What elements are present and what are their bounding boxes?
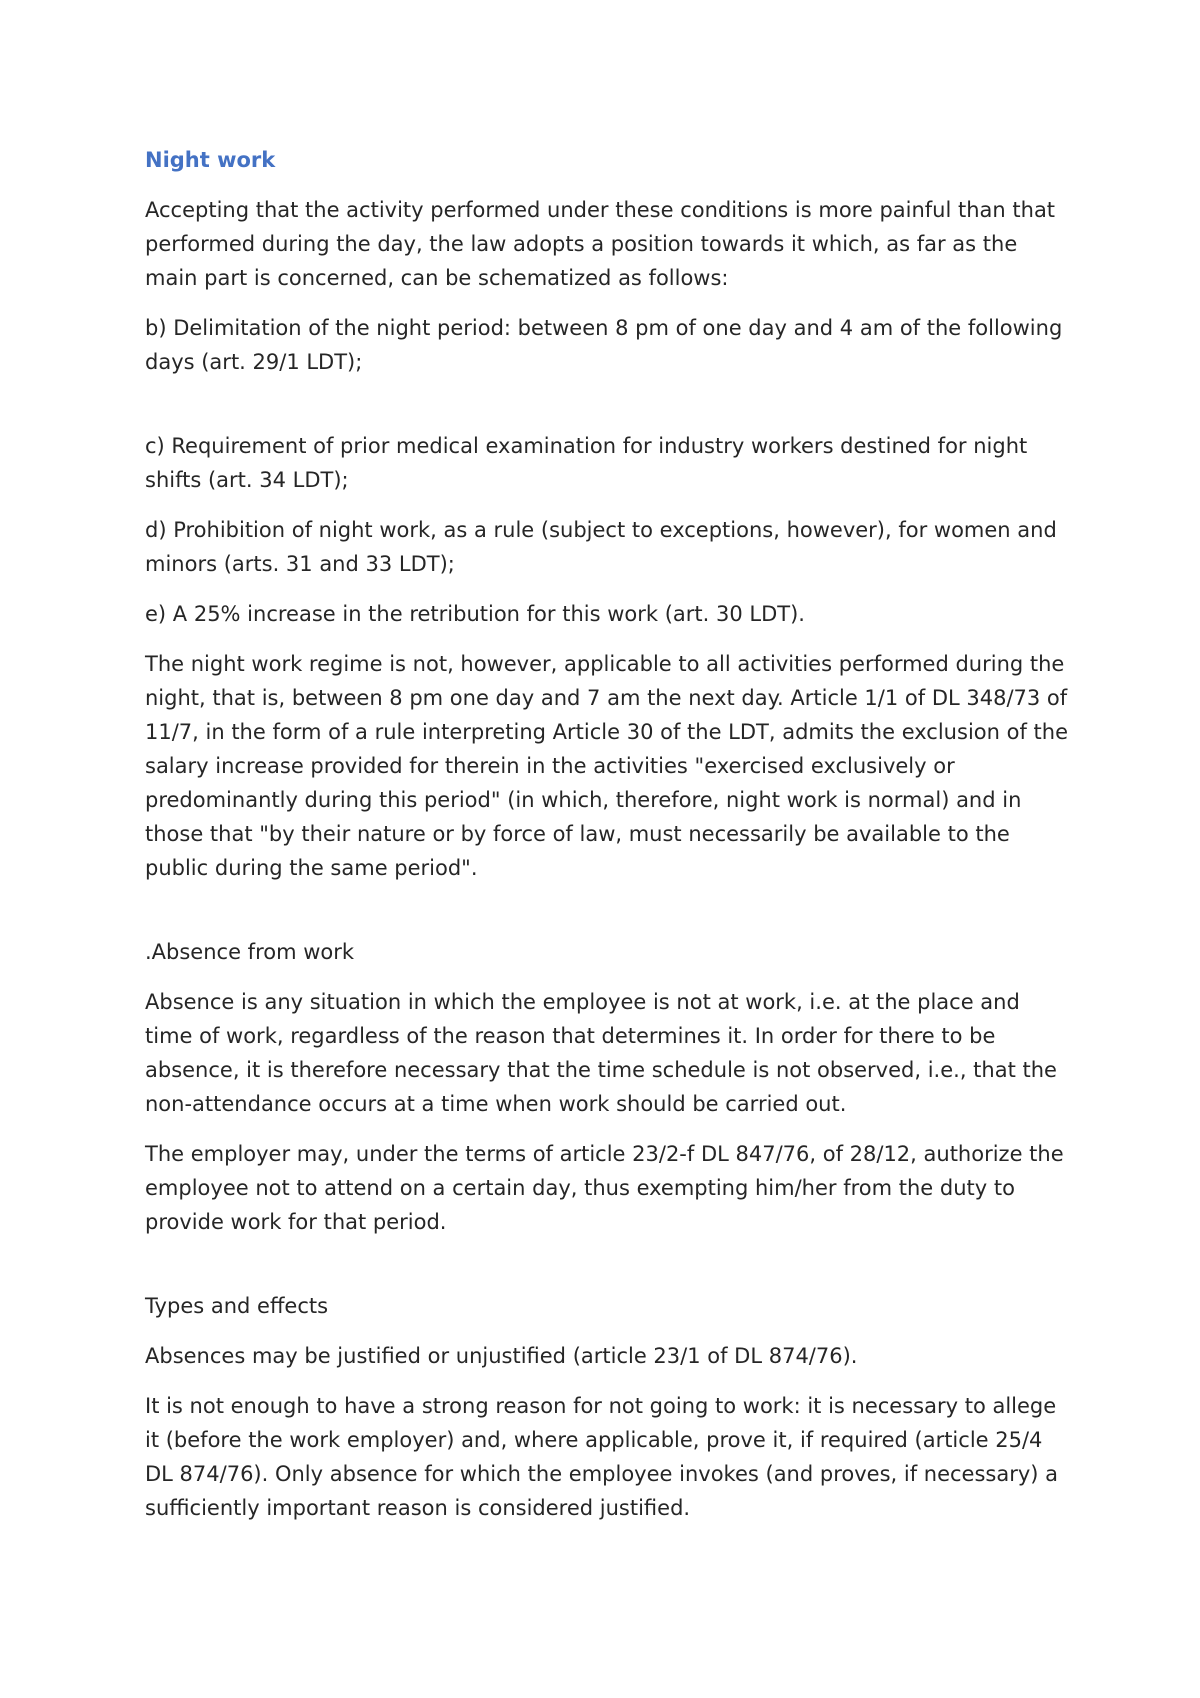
types-heading: Types and effects [145,1294,329,1318]
types-justified-paragraph: Absences may be justified or unjustified (article 23/1 of DL 874/76). [145,1344,858,1368]
night-work-item-b: b) Delimitation of the night period: between 8 pm of one day and 4 am of the following days (art. 29/1 LDT); [145,316,1063,374]
absence-heading: .Absence from work [145,940,355,964]
night-work-item-e: e) A 25% increase in the retribution for this work (art. 30 LDT). [145,602,805,626]
types-reason-paragraph: It is not enough to have a strong reason for not going to work: it is necessary to allege it (before the work employer) and, where applicable, prove it, if required (article 25/4 DL 874/76). Only absence for which the employee invokes (and proves, if necessary) a sufficiently important reason is considered justified. [145,1394,1059,1520]
night-work-intro: Accepting that the activity performed under these conditions is more painful than that performed during the day, the law adopts a position towards it which, as far as the main part is concerned, can be schematized as follows: [145,198,1056,290]
document-body [145,143,1070,1541]
absence-authorization-paragraph: The employer may, under the terms of article 23/2-f DL 847/76, of 28/12, authorize the employee not to attend on a certain day, thus exempting him/her from the duty to provide work for that period. [145,1142,1064,1234]
night-work-regime-paragraph: The night work regime is not, however, applicable to all activities performed during the night, that is, between 8 pm one day and 7 am the next day. Article 1/1 of DL 348/73 of 11/7, in the form of a rule interpreting Article 30 of the LDT, admits the exclusion of the salary increase provided for therein in the activities "exercised exclusively or predominantly during this period" (in which, therefore, night work is normal) and in those that "by their nature or by force of law, must necessarily be available to the public during the same period". [145,652,1068,880]
night-work-item-d: d) Prohibition of night work, as a rule (subject to exceptions, however), for women and minors (arts. 31 and 33 LDT); [145,518,1057,576]
night-work-heading: Night work [145,148,276,172]
night-work-item-c: c) Requirement of prior medical examination for industry workers destined for night shifts (art. 34 LDT); [145,434,1028,492]
absence-definition-paragraph: Absence is any situation in which the employee is not at work, i.e. at the place and time of work, regardless of the reason that determines it. In order for there to be absence, it is therefore necessary that the time schedule is not observed, i.e., that the non-attendance occurs at a time when work should be carried out. [145,990,1057,1116]
